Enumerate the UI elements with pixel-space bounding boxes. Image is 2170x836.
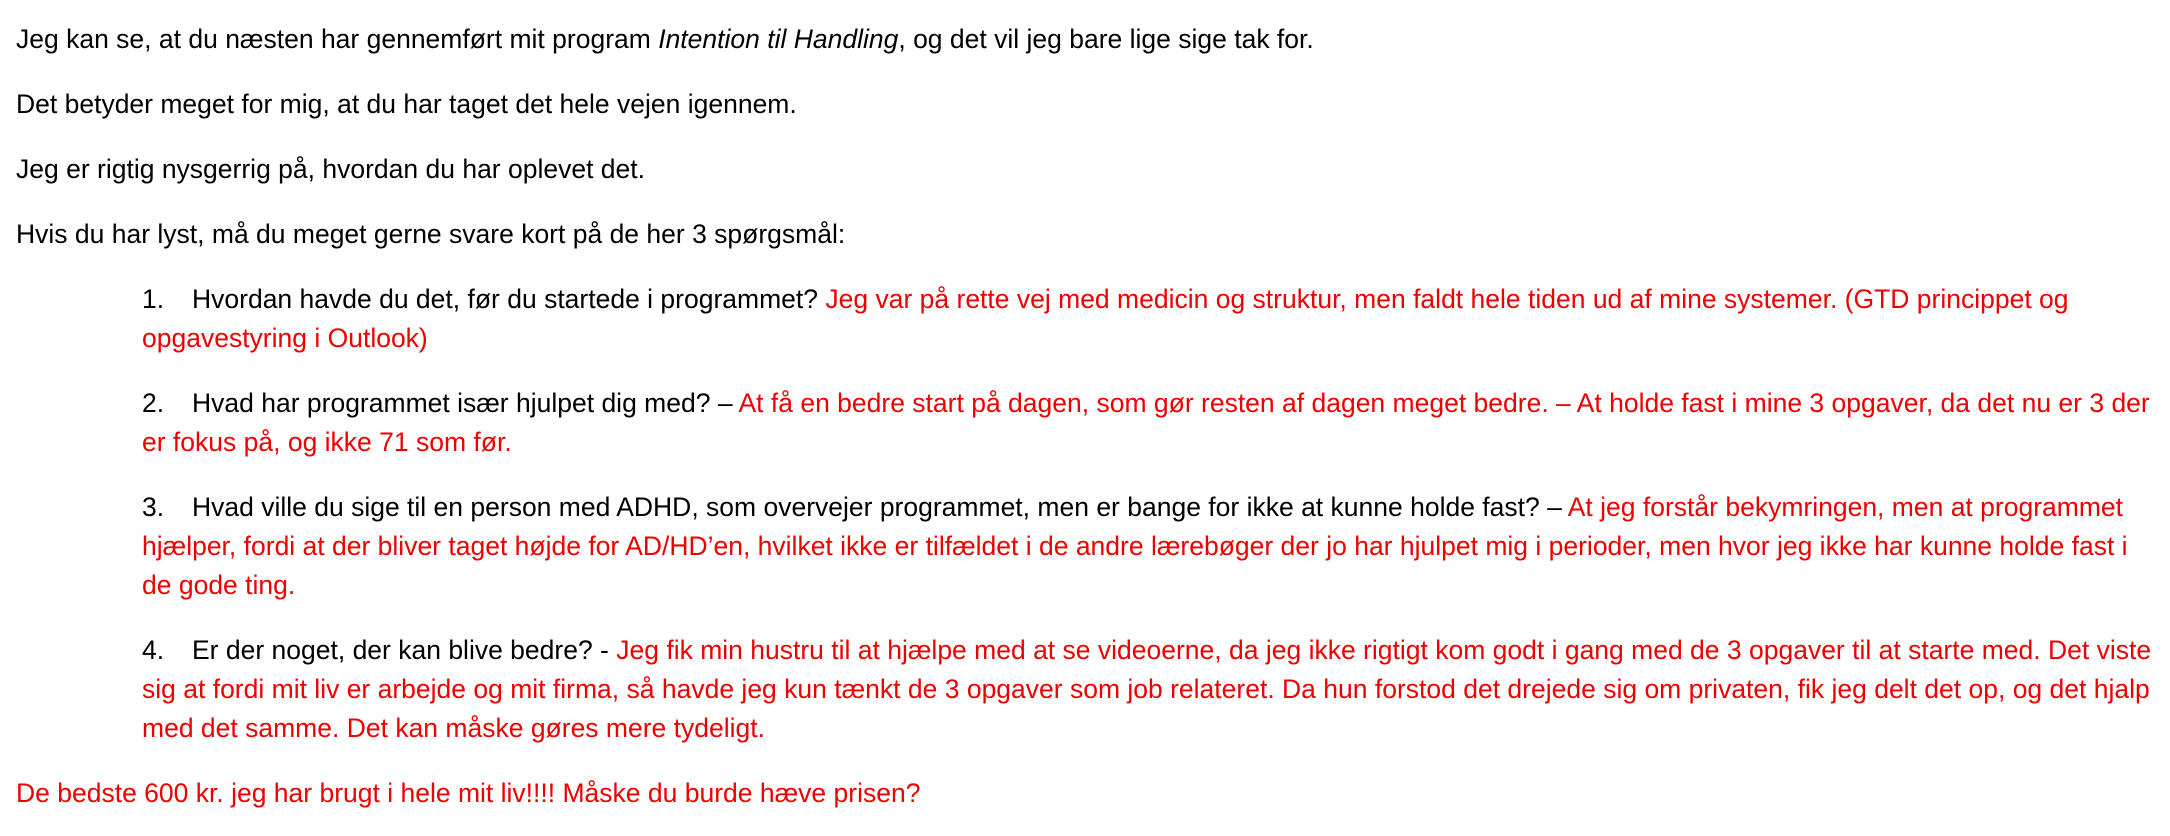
answer-text: Jeg fik min hustru til at hjælpe med at se videoerne, da jeg ikke rigtigt kom godt i gang med de 3 opgaver til at starte med. Det viste sig at fordi mit liv er arbejde og mit firma, så havde jeg kun tænkt de 3 opgaver som job relateret. Da hun forstod det drejede sig om privaten, fik jeg delt det op, og det hjalp med det samme. Det kan måske gøres mere tydeligt. xyxy=(142,635,2152,743)
intro-paragraph-4: Hvis du har lyst, må du meget gerne svare kort på de her 3 spørgsmål: xyxy=(16,219,846,249)
intro-text-before: Jeg kan se, at du næsten har gennemført mit program xyxy=(16,24,659,54)
question-number: 1. xyxy=(142,284,165,314)
question-text: Hvad har programmet især hjulpet dig med? – xyxy=(192,388,739,418)
question-number: 2. xyxy=(142,388,165,418)
question-text: Hvordan havde du det, før du startede i programmet? xyxy=(192,284,826,314)
question-list xyxy=(16,280,2154,748)
question-number: 3. xyxy=(142,492,165,522)
program-name: Intention til Handling xyxy=(658,24,899,54)
intro-paragraph-3: Jeg er rigtig nysgerrig på, hvordan du har oplevet det. xyxy=(16,154,646,184)
question-number: 4. xyxy=(142,635,165,665)
list-item xyxy=(142,280,2154,358)
intro-paragraph-1 xyxy=(16,20,2154,59)
intro-text-after: , og det vil jeg bare lige sige tak for. xyxy=(898,24,1314,54)
closing-remark: De bedste 600 kr. jeg har brugt i hele mit liv!!!! Måske du burde hæve prisen? xyxy=(16,778,921,808)
list-item xyxy=(142,488,2154,605)
list-item xyxy=(142,631,2154,748)
answer-text: At jeg forstår bekymringen, men at programmet hjælper, fordi at der bliver taget højde for AD/HD’en, hvilket ikke er tilfældet i de andre lærebøger der jo har hjulpet mig i perioder, men hvor jeg ikke har kunne holde fast i de gode ting. xyxy=(142,492,2128,600)
answer-text: At få en bedre start på dagen, som gør resten af dagen meget bedre. – At holde fast i mine 3 opgaver, da det nu er 3 der er fokus på, og ikke 71 som før. xyxy=(142,388,2150,457)
question-text: Er der noget, der kan blive bedre? - xyxy=(192,635,617,665)
question-text: Hvad ville du sige til en person med ADHD, som overvejer programmet, men er bange for ikke at kunne holde fast? – xyxy=(192,492,1568,522)
list-item xyxy=(142,384,2154,462)
intro-paragraph-2: Det betyder meget for mig, at du har taget det hele vejen igennem. xyxy=(16,89,797,119)
answer-text: Jeg var på rette vej med medicin og struktur, men faldt hele tiden ud af mine systemer. (GTD princippet og opgavestyring i Outlook) xyxy=(142,284,2069,353)
